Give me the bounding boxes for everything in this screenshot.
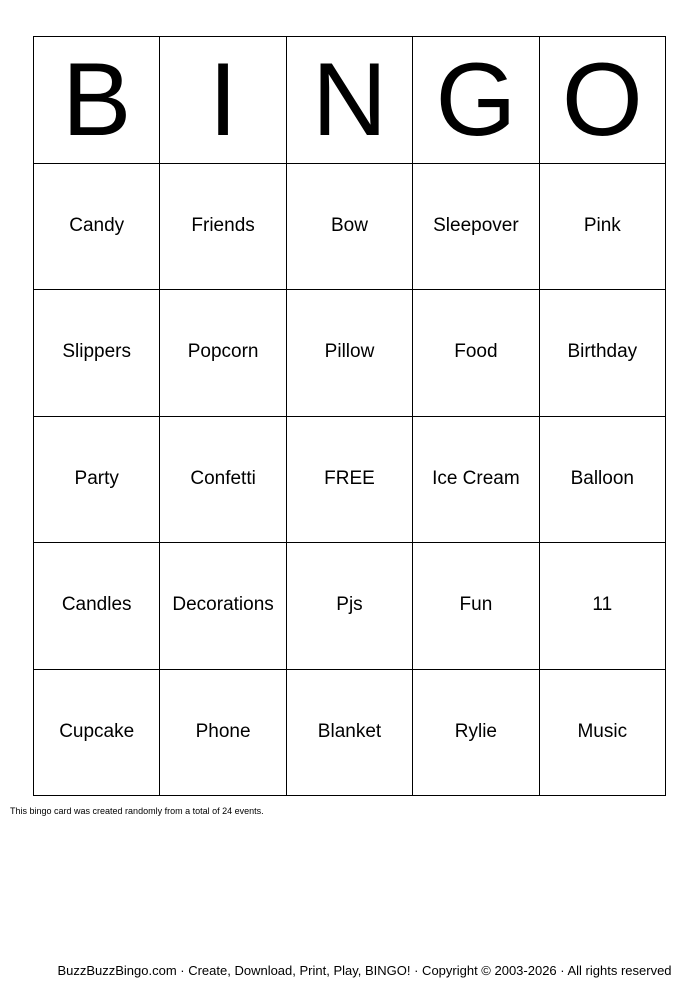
bingo-square: Candles [34, 543, 160, 670]
bingo-square: Music [540, 670, 666, 797]
bingo-square: Ice Cream [413, 417, 539, 544]
bingo-square: 11 [540, 543, 666, 670]
bingo-square: Food [413, 290, 539, 417]
header-letter-i: I [160, 37, 286, 164]
bingo-square: Cupcake [34, 670, 160, 797]
bingo-square: Party [34, 417, 160, 544]
site-footer: BuzzBuzzBingo.com · Create, Download, Print, Play, BINGO! · Copyright © 2003-2026 · All rights reserved [57, 963, 672, 978]
bingo-square: Confetti [160, 417, 286, 544]
bingo-square: Birthday [540, 290, 666, 417]
bingo-square: Slippers [34, 290, 160, 417]
bingo-square: Candy [34, 164, 160, 291]
bingo-square: Phone [160, 670, 286, 797]
bingo-square: Sleepover [413, 164, 539, 291]
bingo-square: Pink [540, 164, 666, 291]
free-square: FREE [287, 417, 413, 544]
bingo-square: Bow [287, 164, 413, 291]
card-generation-note: This bingo card was created randomly from a total of 24 events. [10, 806, 264, 816]
header-letter-o: O [540, 37, 666, 164]
bingo-square: Pillow [287, 290, 413, 417]
header-letter-n: N [287, 37, 413, 164]
bingo-square: Rylie [413, 670, 539, 797]
bingo-square: Blanket [287, 670, 413, 797]
header-letter-g: G [413, 37, 539, 164]
bingo-square: Balloon [540, 417, 666, 544]
header-letter-b: B [34, 37, 160, 164]
bingo-square: Pjs [287, 543, 413, 670]
bingo-square: Popcorn [160, 290, 286, 417]
bingo-square: Friends [160, 164, 286, 291]
bingo-square: Decorations [160, 543, 286, 670]
bingo-card [33, 36, 666, 796]
bingo-square: Fun [413, 543, 539, 670]
